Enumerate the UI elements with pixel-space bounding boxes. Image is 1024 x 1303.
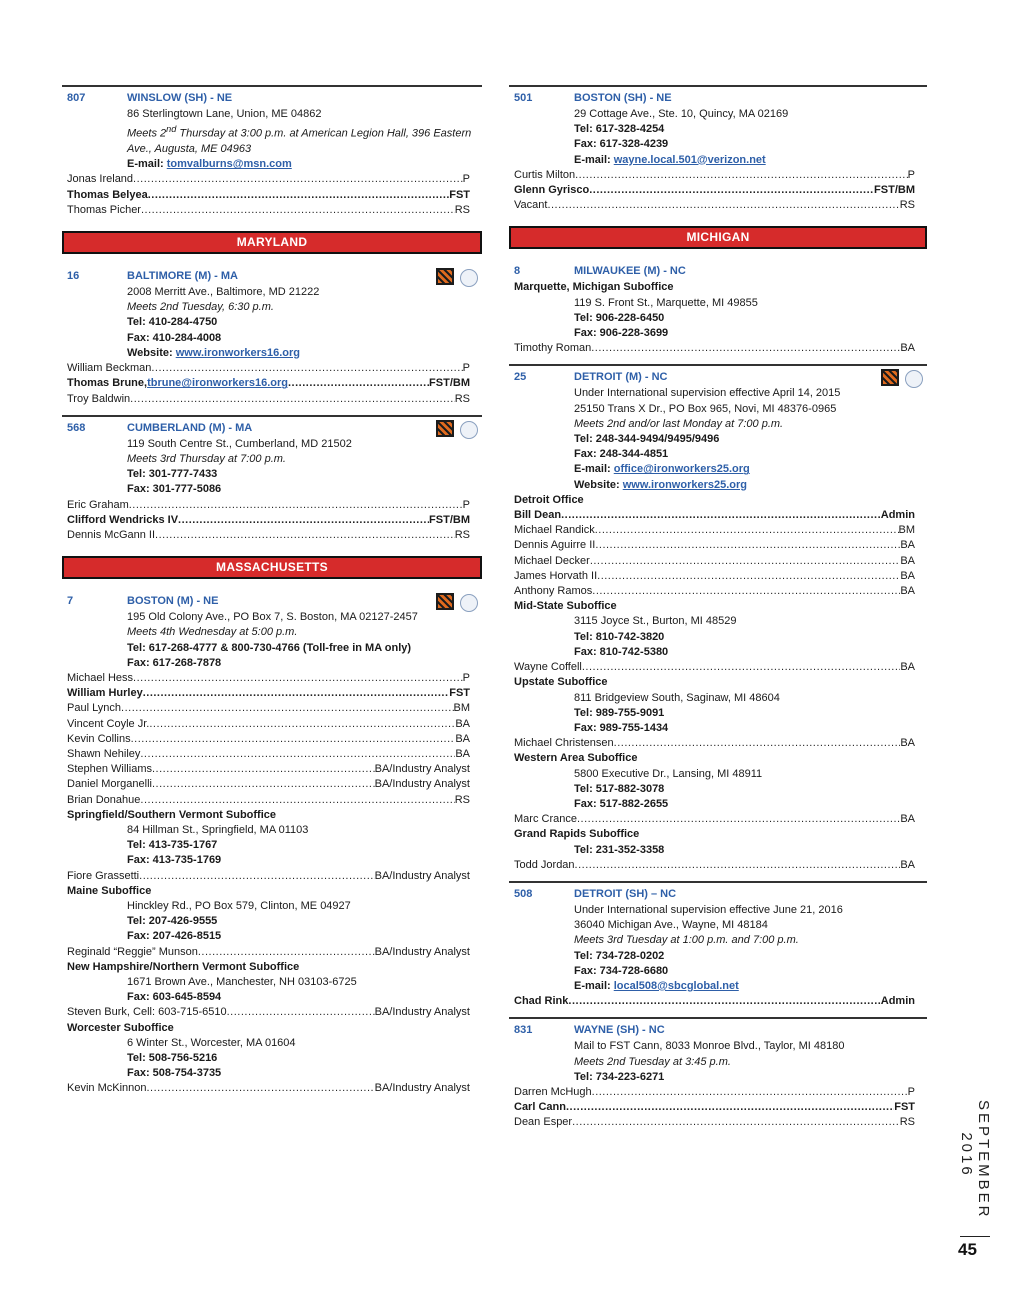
- local-title: BOSTON (SH) - NE: [574, 92, 672, 104]
- leader-dots: [561, 508, 881, 523]
- leader-dots: [198, 945, 375, 960]
- leader-dots: [133, 671, 463, 686]
- page-number: 45: [958, 1240, 977, 1259]
- officer-row: [509, 736, 927, 751]
- contact-link[interactable]: office@ironworkers25.org: [613, 463, 750, 476]
- contact-line: 86 Sterlingtown Lane, Union, ME 04862: [127, 108, 322, 120]
- local-title: DETROIT (SH) – NC: [574, 887, 677, 900]
- contact-line: [509, 153, 927, 168]
- officer-row: [62, 1081, 482, 1096]
- contact-line: Tel: 810-742-3820: [574, 630, 665, 643]
- leader-dots: [572, 1115, 900, 1130]
- leader-dots: [152, 777, 375, 792]
- contact-line: Tel: 617-328-4254: [574, 123, 665, 136]
- officer-row: [62, 361, 482, 376]
- officer-row: [62, 392, 482, 407]
- officer-row: [62, 717, 482, 732]
- contact-line: Meets 3rd Tuesday at 1:00 p.m. and 7:00 p.m.: [574, 934, 799, 947]
- leader-dots: [130, 392, 455, 407]
- contact-line: [62, 346, 482, 361]
- issue-date: SEPTEMBER 2016: [958, 1100, 992, 1220]
- officer-row: [62, 747, 482, 762]
- officer-role: FST/BM: [429, 377, 470, 390]
- officer-name: Dennis Aguirre II: [514, 539, 596, 552]
- contact-line: Tel: 231-352-3358: [574, 843, 665, 856]
- contact-label: Website:: [127, 346, 176, 359]
- officer-role: BA: [900, 539, 915, 552]
- contact-line: Tel: 989-755-9091: [574, 706, 665, 719]
- contact-line: Tel: 734-223-6271: [574, 1070, 665, 1083]
- local-header: [509, 371, 927, 386]
- local-title: CUMBERLAND (M) - MA: [127, 421, 253, 434]
- local-badges: [881, 369, 923, 388]
- officer-name: Thomas Picher: [67, 203, 141, 216]
- leader-dots: [595, 538, 900, 553]
- leader-dots: [590, 554, 901, 569]
- contact-line: Under International supervision effective April 14, 2015: [574, 387, 841, 400]
- officer-row: [509, 994, 927, 1009]
- leader-dots: [227, 1005, 375, 1020]
- contact-line: Tel: 207-426-9555: [127, 915, 218, 928]
- contact-line: Meets 4th Wednesday at 5:00 p.m.: [127, 626, 298, 639]
- seal-logo-icon: [460, 421, 478, 439]
- officer-row: [62, 793, 482, 808]
- suboffice-name: New Hampshire/Northern Vermont Suboffice: [67, 960, 300, 973]
- officer-name: Kevin Collins: [67, 732, 131, 745]
- leader-dots: [575, 858, 901, 873]
- officer-role: RS: [899, 199, 915, 212]
- leader-dots: [614, 736, 901, 751]
- officer-role: FST: [894, 1101, 915, 1114]
- seal-logo-icon: [905, 370, 923, 388]
- contact-line: Meets 2nd Tuesday, 6:30 p.m.: [127, 301, 274, 314]
- officer-name: Curtis Milton: [514, 168, 576, 181]
- local-block: [62, 268, 482, 407]
- officer-name: Eric Graham: [67, 498, 129, 511]
- officer-role: RS: [454, 203, 470, 216]
- contact-line: 195 Old Colony Ave., PO Box 7, S. Boston, MA 02127-2457: [127, 611, 418, 624]
- contact-label: E-mail:: [127, 158, 167, 171]
- leader-dots: [575, 168, 908, 183]
- leader-dots: [152, 762, 375, 777]
- officer-role: BA: [455, 717, 470, 730]
- officer-name: Kevin McKinnon: [67, 1082, 147, 1095]
- officer-row: [509, 1100, 927, 1115]
- contact-line: Fax: 410-284-4008: [127, 331, 222, 344]
- local-badges: [436, 593, 478, 612]
- leader-dots: [597, 569, 900, 584]
- officer-role: BA: [900, 661, 915, 674]
- officer-name: Todd Jordan: [514, 858, 575, 871]
- officer-role: P: [907, 1085, 915, 1098]
- officer-name: Thomas Brune,: [67, 377, 148, 390]
- officer-name: Glenn Gyrisco: [514, 184, 590, 197]
- officer-name: Marc Crance: [514, 813, 577, 826]
- leader-dots: [149, 717, 455, 732]
- officer-role: P: [462, 671, 470, 684]
- officer-row: [509, 660, 927, 675]
- officer-row: [509, 198, 927, 213]
- officer-role: BA: [900, 554, 915, 567]
- leader-dots: [288, 376, 429, 391]
- left-column: [62, 85, 482, 1105]
- local-number: 568: [67, 421, 86, 434]
- officer-row: [509, 508, 927, 523]
- officer-role: RS: [899, 1116, 915, 1129]
- contact-line: Tel: 734-728-0202: [574, 949, 665, 962]
- officer-row: [509, 584, 927, 599]
- leader-dots: [547, 198, 899, 213]
- leader-dots: [592, 584, 900, 599]
- iron-fist-logo-icon: [436, 268, 454, 285]
- officer-name: Jonas Ireland: [67, 173, 134, 186]
- officer-row: [509, 341, 927, 356]
- suboffice-name: Maine Suboffice: [67, 884, 152, 897]
- state-banner-massachusetts: MASSACHUSETTS: [62, 556, 482, 579]
- leader-dots: [155, 528, 455, 543]
- officer-name: Michael Decker: [514, 554, 590, 567]
- officer-row: [509, 1115, 927, 1130]
- officer-row: [62, 762, 482, 777]
- officer-row: [62, 869, 482, 884]
- officer-row: [62, 203, 482, 218]
- contact-line: Fax: 603-645-8594: [127, 991, 222, 1004]
- officer-name: William Hurley: [67, 687, 143, 700]
- suboffice-name: Detroit Office: [514, 493, 584, 506]
- contact-line: Fax: 508-754-3735: [127, 1067, 222, 1080]
- officer-role: FST: [449, 188, 470, 201]
- officer-role: RS: [454, 793, 470, 806]
- leader-dots: [140, 793, 454, 808]
- leader-dots: [589, 183, 874, 198]
- iron-fist-logo-icon: [881, 369, 899, 386]
- contact-line: Hinckley Rd., PO Box 579, Clinton, ME 04927: [127, 899, 351, 912]
- local-badges: [436, 268, 478, 287]
- officer-role: BA: [455, 732, 470, 745]
- officer-name: Michael Christensen: [514, 737, 614, 750]
- officer-row: [509, 523, 927, 538]
- leader-dots: [133, 172, 463, 187]
- officer-role: P: [462, 173, 470, 186]
- officer-name: Michael Hess: [67, 671, 134, 684]
- contact-link[interactable]: www.ironworkers16.org: [175, 346, 300, 359]
- local-number: 16: [67, 270, 80, 283]
- officer-role: P: [462, 362, 470, 375]
- officer-name: Timothy Roman: [514, 342, 592, 355]
- contact-label: E-mail:: [574, 463, 614, 476]
- contact-label: E-mail:: [574, 153, 614, 166]
- contact-line: Tel: 301-777-7433: [127, 468, 218, 481]
- officer-row: [62, 732, 482, 747]
- leader-dots: [121, 701, 453, 716]
- contact-line: Tel: 413-735-1767: [127, 839, 218, 852]
- leader-dots: [140, 747, 455, 762]
- officer-row: [62, 701, 482, 716]
- officer-row: [62, 498, 482, 513]
- contact-line: [62, 157, 482, 172]
- contact-line: Tel: 517-882-3078: [574, 782, 665, 795]
- officer-name: Vincent Coyle Jr.: [67, 717, 150, 730]
- local-number: 508: [514, 887, 533, 900]
- contact-link[interactable]: tomvalburns@msn.com: [166, 158, 292, 171]
- contact-link[interactable]: local508@sbcglobal.net: [613, 979, 739, 992]
- officer-role: BA/Industry Analyst: [374, 1082, 470, 1095]
- iron-fist-logo-icon: [436, 593, 454, 610]
- officer-name: Reginald “Reggie” Munson: [67, 945, 198, 958]
- contact-line: Fax: 248-344-4851: [574, 448, 669, 461]
- officer-role: RS: [454, 528, 470, 541]
- officer-role: BA: [900, 737, 915, 750]
- officer-role: P: [907, 168, 915, 181]
- contact-line: Tel: 617-268-4777 & 800-730-4766 (Toll-free in MA only): [127, 641, 412, 654]
- local-number: 831: [514, 1024, 533, 1037]
- iron-fist-logo-icon: [436, 420, 454, 437]
- local-block: [62, 593, 482, 1097]
- officer-row: [62, 671, 482, 686]
- officer-name: Stephen Williams: [67, 763, 152, 776]
- officer-row: [509, 858, 927, 873]
- state-banner-michigan: MICHIGAN: [509, 226, 927, 249]
- officer-name: Dennis McGann II: [67, 528, 156, 541]
- local-block: [509, 881, 927, 1009]
- local-number: 25: [514, 371, 527, 384]
- officer-role: FST/BM: [874, 184, 915, 197]
- contact-line: Tel: 248-344-9494/9495/9496: [574, 433, 720, 446]
- officer-name: Brian Donahue: [67, 793, 141, 806]
- contact-line: [509, 979, 927, 994]
- contact-line: Fax: 413-735-1769: [127, 854, 222, 867]
- local-header: [62, 595, 482, 610]
- officer-row: [62, 945, 482, 960]
- local-block: [62, 85, 482, 218]
- leader-dots: [592, 1085, 908, 1100]
- contact-line: 1671 Brown Ave., Manchester, NH 03103-6725: [127, 976, 357, 988]
- officer-name: William Beckman: [67, 362, 152, 375]
- officer-role: BA: [900, 342, 915, 355]
- local-title: BOSTON (M) - NE: [127, 595, 219, 608]
- local-badges: [436, 420, 478, 439]
- contact-line: 119 South Centre St., Cumberland, MD 21502: [127, 437, 352, 450]
- local-header: [62, 270, 482, 285]
- contact-line: Meets 3rd Thursday at 7:00 p.m.: [127, 452, 286, 465]
- local-block: [509, 1017, 927, 1130]
- contact-line: Tel: 410-284-4750: [127, 316, 218, 329]
- officer-row: [62, 513, 482, 528]
- contact-line: Fax: 734-728-6680: [574, 964, 669, 977]
- officer-row: [62, 172, 482, 187]
- officer-name: Wayne Coffell: [514, 661, 582, 674]
- local-title: DETROIT (M) - NC: [574, 371, 668, 384]
- officer-name: Vacant: [514, 199, 548, 212]
- suboffice-name: Springfield/Southern Vermont Suboffice: [67, 808, 277, 821]
- contact-line: 5800 Executive Dr., Lansing, MI 48911: [574, 767, 763, 780]
- leader-dots: [143, 686, 450, 701]
- officer-role: BA: [900, 858, 915, 871]
- officer-role: BA/Industry Analyst: [374, 869, 470, 882]
- leader-dots: [566, 1100, 894, 1115]
- contact-line: Fax: 810-742-5380: [574, 645, 669, 658]
- contact-line: Fax: 207-426-8515: [127, 930, 222, 943]
- local-block: [509, 263, 927, 356]
- officer-role: BM: [898, 524, 915, 537]
- local-number: 807: [67, 92, 86, 104]
- officer-row: [62, 188, 482, 203]
- leader-dots: [568, 994, 880, 1009]
- officer-email-link[interactable]: tbrune@ironworkers16.org: [147, 377, 288, 390]
- local-block: [509, 364, 927, 873]
- officer-role: BA/Industry Analyst: [374, 763, 470, 776]
- suboffice-name: Grand Rapids Suboffice: [514, 828, 640, 841]
- leader-dots: [148, 188, 450, 203]
- officer-row: [509, 183, 927, 198]
- leader-dots: [591, 341, 900, 356]
- local-block: [509, 85, 927, 213]
- page-number-rule: [960, 1236, 990, 1237]
- officer-name: Daniel Morganelli: [67, 778, 152, 791]
- contact-line: Under International supervision effective June 21, 2016: [574, 903, 843, 916]
- contact-line: [509, 462, 927, 477]
- contact-line: 6 Winter St., Worcester, MA 01604: [127, 1036, 296, 1049]
- officer-name: Clifford Wendricks IV: [67, 513, 179, 526]
- suboffice-name: Marquette, Michigan Suboffice: [514, 281, 674, 294]
- officer-role: BM: [453, 702, 470, 715]
- local-block: [62, 415, 482, 543]
- contact-line: 2008 Merritt Ave., Baltimore, MD 21222: [127, 286, 320, 299]
- contact-line: 29 Cottage Ave., Ste. 10, Quincy, MA 02169: [574, 108, 789, 120]
- officer-name: Troy Baldwin: [67, 392, 131, 405]
- local-title: MILWAUKEE (M) - NC: [574, 265, 686, 278]
- local-header: [62, 422, 482, 437]
- officer-row: [62, 376, 482, 391]
- right-column: [509, 85, 927, 1139]
- officer-role: BA: [455, 747, 470, 760]
- leader-dots: [577, 812, 900, 827]
- contact-line: [509, 478, 927, 493]
- officer-role: BA: [900, 569, 915, 582]
- contact-line: 36040 Michigan Ave., Wayne, MI 48184: [574, 919, 768, 932]
- officer-row: [509, 538, 927, 553]
- contact-line: Fax: 906-228-3699: [574, 327, 669, 340]
- contact-line: Fax: 517-882-2655: [574, 797, 669, 810]
- contact-line: 3115 Joyce St., Burton, MI 48529: [574, 615, 737, 628]
- officer-role: P: [462, 498, 470, 511]
- officer-row: [62, 1005, 482, 1020]
- local-header: [509, 265, 927, 280]
- officer-role: BA/Industry Analyst: [374, 778, 470, 791]
- leader-dots: [131, 732, 456, 747]
- contact-line: Tel: 508-756-5216: [127, 1052, 218, 1065]
- contact-label: Website:: [574, 478, 623, 491]
- leader-dots: [178, 513, 429, 528]
- officer-role: BA: [900, 585, 915, 598]
- local-header: [509, 888, 927, 903]
- leader-dots: [582, 660, 900, 675]
- seal-logo-icon: [460, 269, 478, 287]
- local-title: BALTIMORE (M) - MA: [127, 270, 238, 283]
- officer-name: Steven Burk, Cell: 603-715-6510: [67, 1006, 227, 1019]
- officer-name: Carl Cann: [514, 1101, 566, 1114]
- contact-line: Mail to FST Cann, 8033 Monroe Blvd., Taylor, MI 48180: [574, 1040, 845, 1053]
- local-header: [509, 92, 927, 107]
- officer-row: [509, 569, 927, 584]
- suboffice-name: Upstate Suboffice: [514, 676, 608, 689]
- local-title: WAYNE (SH) - NC: [574, 1024, 665, 1037]
- officer-name: James Horvath II: [514, 569, 598, 582]
- officer-row: [62, 686, 482, 701]
- contact-line: 84 Hillman St., Springfield, MA 01103: [127, 823, 309, 836]
- contact-link[interactable]: wayne.local.501@verizon.net: [613, 153, 766, 166]
- contact-line: Fax: 617-268-7878: [127, 656, 222, 669]
- officer-name: Dean Esper: [514, 1116, 573, 1129]
- officer-name: Chad Rink: [514, 995, 569, 1008]
- leader-dots: [141, 203, 455, 218]
- local-header: [509, 1024, 927, 1039]
- officer-role: RS: [454, 392, 470, 405]
- officer-row: [62, 777, 482, 792]
- officer-role: Admin: [880, 995, 915, 1008]
- contact-link[interactable]: www.ironworkers25.org: [622, 478, 747, 491]
- contact-line: Fax: 617-328-4239: [574, 138, 669, 151]
- contact-line: Tel: 906-228-6450: [574, 311, 665, 324]
- officer-name: Thomas Belyea: [67, 188, 148, 201]
- officer-row: [509, 554, 927, 569]
- contact-line: Meets 2nd Tuesday at 3:45 p.m.: [574, 1055, 731, 1068]
- leader-dots: [147, 1081, 375, 1096]
- state-banner-maryland: MARYLAND: [62, 231, 482, 254]
- leader-dots: [129, 498, 463, 513]
- officer-role: Admin: [880, 509, 915, 522]
- leader-dots: [151, 361, 462, 376]
- officer-row: [62, 528, 482, 543]
- officer-row: [509, 168, 927, 183]
- suboffice-name: Mid-State Suboffice: [514, 600, 617, 613]
- officer-name: Michael Randick: [514, 524, 595, 537]
- local-header: [62, 92, 482, 107]
- officer-role: BA/Industry Analyst: [374, 1006, 470, 1019]
- local-number: 7: [67, 595, 74, 608]
- officer-role: FST: [449, 687, 470, 700]
- officer-name: Anthony Ramos: [514, 585, 593, 598]
- officer-name: Shawn Nehiley: [67, 747, 141, 760]
- officer-role: BA/Industry Analyst: [374, 945, 470, 958]
- officer-role: FST/BM: [429, 513, 470, 526]
- officer-role: BA: [900, 813, 915, 826]
- contact-line: 25150 Trans X Dr., PO Box 965, Novi, MI 48376-0965: [574, 402, 837, 415]
- officer-name: Fiore Grassetti: [67, 869, 140, 882]
- leader-dots: [595, 523, 899, 538]
- local-title: WINSLOW (SH) - NE: [127, 92, 233, 104]
- contact-line: 811 Bridgeview South, Saginaw, MI 48604: [574, 691, 780, 704]
- officer-row: [509, 1085, 927, 1100]
- officer-name: Darren McHugh: [514, 1085, 592, 1098]
- contact-line: Fax: 989-755-1434: [574, 721, 669, 734]
- suboffice-name: Western Area Suboffice: [514, 752, 638, 765]
- local-number: 501: [514, 92, 533, 104]
- contact-line: Fax: 301-777-5086: [127, 483, 222, 496]
- officer-name: Paul Lynch: [67, 702, 122, 715]
- contact-line: Meets 2nd and/or last Monday at 7:00 p.m.: [574, 417, 784, 430]
- seal-logo-icon: [460, 594, 478, 612]
- officer-name: Bill Dean: [514, 509, 562, 522]
- contact-line: 119 S. Front St., Marquette, MI 49855: [574, 296, 758, 309]
- local-number: 8: [514, 265, 521, 278]
- officer-row: [509, 812, 927, 827]
- contact-line: Meets 2nd Thursday at 3:00 p.m. at American Legion Hall, 396 Eastern Ave., Augusta, ME 04963: [127, 124, 472, 156]
- contact-label: E-mail:: [574, 979, 614, 992]
- suboffice-name: Worcester Suboffice: [67, 1021, 174, 1034]
- leader-dots: [139, 869, 374, 884]
